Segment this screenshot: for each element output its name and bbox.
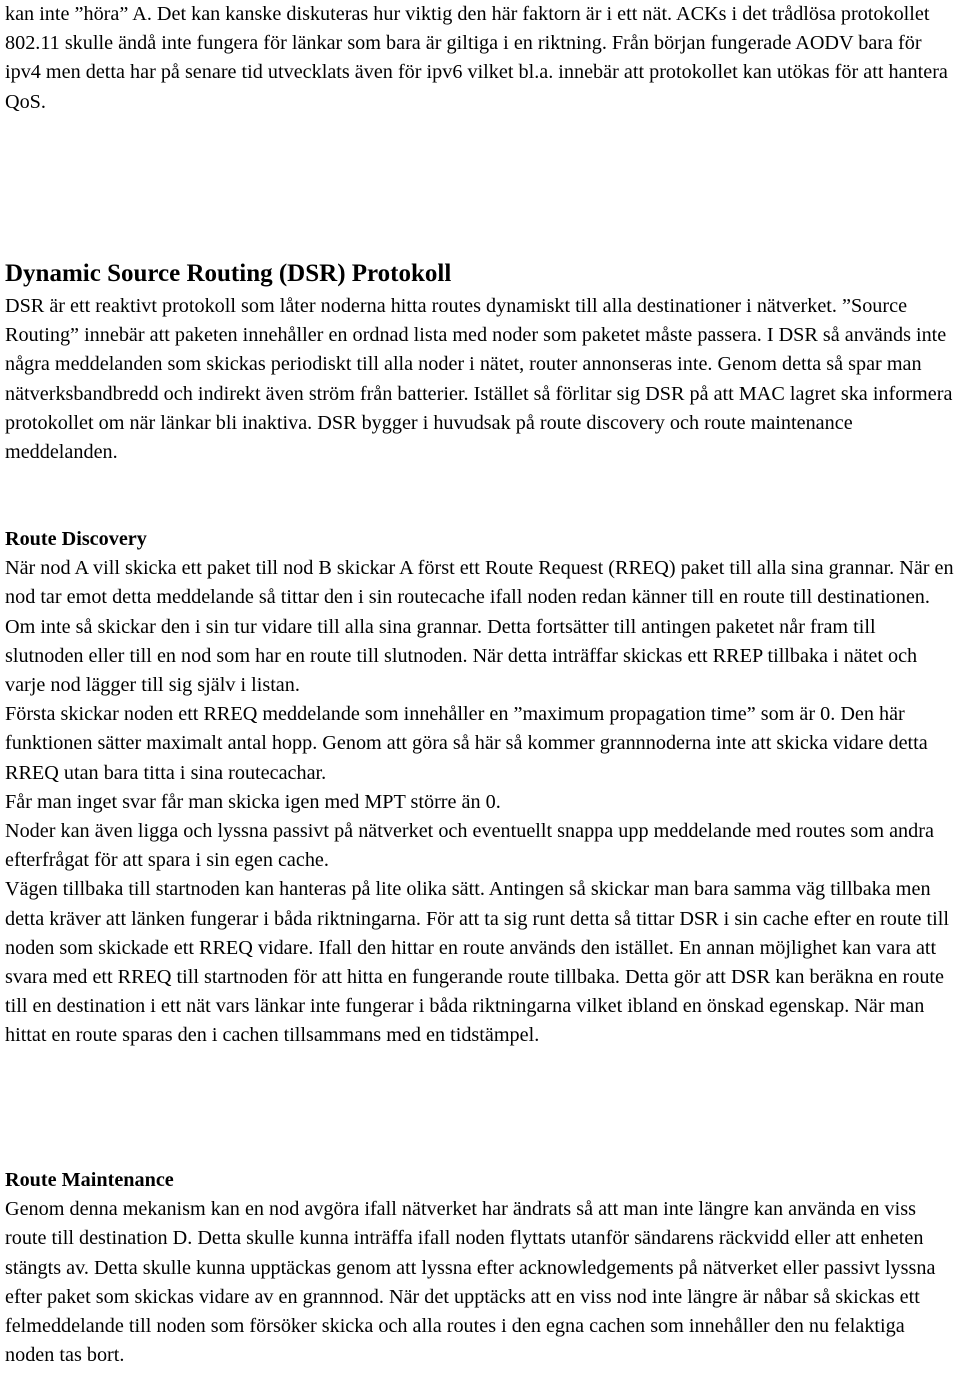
dsr-paragraph: DSR är ett reaktivt protokoll som låter noderna hitta routes dynamiskt till alla destinationer i nätverket. ”Source Routing” innebär att paketen innehåller en ordnad lista med noder som paketet måste passera. I DSR så används inte några meddelanden som skickas periodiskt till alla noder i nätet, router annonseras inte. Genom detta så spar man nätverksbandbredd och indirekt även ström från batterier. Istället så förlitar sig DSR på att MAC lagret ska informera protokollet om när länkar bli inaktiva. DSR bygger i huvudsak på route discovery och route maintenance meddelanden. <box>5 295 953 464</box>
route-maintenance-paragraph: Genom denna mekanism kan en nod avgöra ifall nätverket har ändrats så att man inte längre kan använda en viss route till destination D. Detta skulle kunna inträffa ifall noden flyttats utanför sändarens räckvidd eller att enheten stängts av. Detta skulle kunna upptäckas genom att lyssna efter acknowledgements på nätverket eller passivt lyssna efter paket som skickas vidare av en grannnod. När det upptäcks att en viss nod inte längre är nåbar så skickas ett felmeddelande till noden som försöker skicka och alla routes i den egna cachen som innehåller den nu felaktiga noden tas bort. <box>5 1198 936 1367</box>
route-discovery-paragraph: Första skickar noden ett RREQ meddelande som innehåller en ”maximum propagation time” som är 0. Den här funktionen sätter maximalt antal hopp. Genom att göra så här så kommer grannnoderna inte att skicka vidare detta RREQ utan bara titta i sina routecachar. <box>5 703 928 784</box>
route-maintenance-section <box>5 1166 958 1370</box>
document-page <box>5 0 958 1367</box>
route-discovery-paragraph: När nod A vill skicka ett paket till nod B skickar A först ett Route Request (RREQ) paket till alla sina grannar. När en nod tar emot detta meddelande så tittar den i sin routecache ifall noden redan känner till en route till destinationen. Om inte så skickar den i sin tur vidare till alla sina grannar. Detta fortsätter till antingen paketet når fram till slutnoden eller till en nod som har en route till slutnoden. När detta inträffar skickas ett RREP tillbaka i nätet och varje nod lägger till sig själv i listan. <box>5 557 954 697</box>
route-discovery-section <box>5 525 958 1051</box>
dsr-heading: Dynamic Source Routing (DSR) Protokoll <box>5 260 452 287</box>
route-discovery-heading: Route Discovery <box>5 528 147 550</box>
route-maintenance-heading: Route Maintenance <box>5 1169 174 1191</box>
route-discovery-paragraph: Får man inget svar får man skicka igen med MPT större än 0. <box>5 790 501 813</box>
route-discovery-paragraph: Vägen tillbaka till startnoden kan hanteras på lite olika sätt. Antingen så skickar man bara samma väg tillbaka men detta kräver att länken fungerar i båda riktningarna. För att ta sig runt detta så tittar DSR i sin cache efter en route till noden som skickade ett RREQ vidare. Ifall den hittar en route används den istället. En annan möjlighet kan vara att svara med ett RREQ till startnoden för att hitta en fungerande route tillbaka. Detta gör att DSR kan beräkna en route till en destination i ett nät vars länkar inte fungerar i båda riktningarna vilket ibland en önskad egenskap. När man hittat en route sparas den i cachen tillsammans med en tidstämpel. <box>5 878 949 1047</box>
intro-paragraph: kan inte ”höra” A. Det kan kanske diskuteras hur viktig den här faktorn är i ett nät. ACKs i det trådlösa protokollet 802.11 skulle ändå inte fungera för länkar som bara är giltiga i en riktning. Från början fungerade AODV bara för ipv4 men detta har på senare tid utvecklats även för ipv6 vilket bl.a. innebär att protokollet kan utökas för att hantera QoS. <box>5 3 948 113</box>
dsr-section <box>5 292 958 467</box>
route-discovery-paragraph: Noder kan även ligga och lyssna passivt på nätverket och eventuellt snappa upp meddelande med routes som andra efterfrågat för att spara i sin egen cache. <box>5 820 934 872</box>
